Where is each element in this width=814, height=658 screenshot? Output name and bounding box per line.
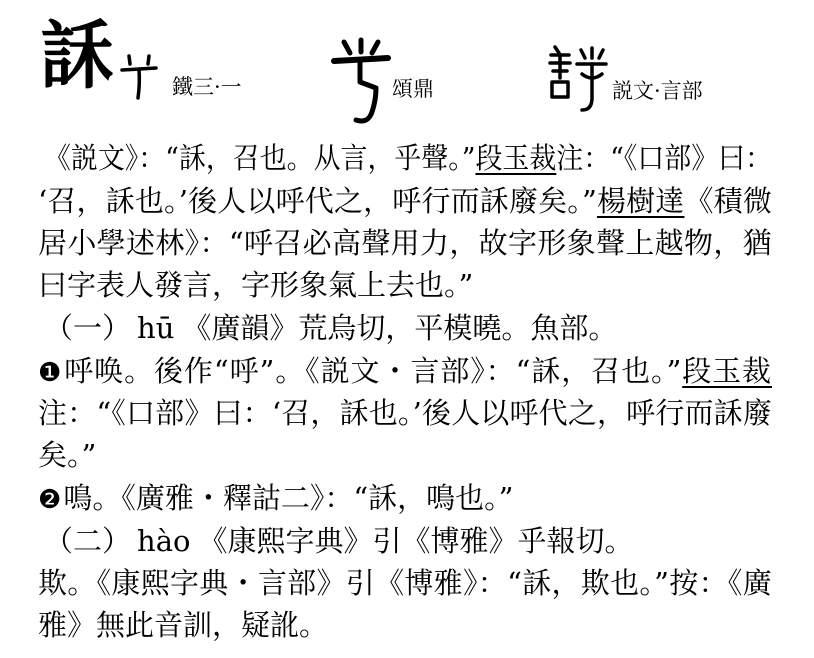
- text-run: 居小學述林》：“呼召必高聲用力，故字形象聲上越物，猶: [38, 226, 772, 260]
- text-run: 《積微: [684, 184, 772, 218]
- text-run: 《康熙字典》引《博雅》乎報切。: [198, 524, 634, 558]
- seal-script-glyph: [546, 44, 608, 116]
- proper-name: 楊樹達: [596, 184, 685, 218]
- text-line: [38, 392, 772, 434]
- text-line: [44, 137, 772, 179]
- text-line: [44, 307, 772, 349]
- line-content: [38, 180, 772, 222]
- line-content: [38, 350, 772, 394]
- text-line: [44, 520, 772, 562]
- reading-marker: （二）: [44, 524, 132, 558]
- sense-number: ❶: [38, 358, 63, 388]
- text-line: [38, 222, 772, 264]
- line-content: [38, 604, 328, 646]
- text-line: [38, 477, 772, 519]
- text-line: [38, 264, 772, 306]
- sense-number: ❷: [38, 485, 62, 515]
- text-run: 曰字表人發言，字形象氣上去也。”: [38, 268, 474, 302]
- text-run: 注：“《口部》曰：: [556, 141, 772, 175]
- glyph-source-label: 鐵三·一: [172, 75, 242, 99]
- glyph-source-label: 説文·言部: [612, 79, 703, 103]
- text-line: [38, 180, 772, 222]
- line-content: [38, 434, 96, 476]
- text-run: 《廣韻》荒烏切，平模曉。魚部。: [182, 311, 618, 345]
- text-run: 欺。《康熙字典・言部》引《博雅》：“訸，欺也。”按：《廣: [38, 566, 772, 600]
- text-line: [38, 562, 772, 604]
- line-content: [38, 477, 513, 521]
- bronze-inscription-glyph: [330, 38, 392, 126]
- headword-character: 訸: [40, 13, 114, 99]
- line-content: [38, 264, 473, 306]
- text-run: 《説文》：“訸，召也。从言，乎聲。”: [44, 141, 476, 175]
- pinyin: hū: [137, 311, 175, 345]
- text-line: [38, 604, 772, 646]
- text-run: ‘召，訸也。’後人以呼代之，呼行而訸廢矣。”: [38, 184, 597, 218]
- line-content: [44, 137, 772, 179]
- line-content: [44, 307, 617, 349]
- oracle-bone-glyph: [118, 52, 160, 102]
- proper-name: 段玉裁: [475, 141, 557, 175]
- text-line: [38, 350, 772, 392]
- pinyin: hào: [137, 524, 191, 558]
- text-line: [38, 434, 772, 476]
- text-run: 雅》無此音訓，疑訛。: [38, 608, 329, 642]
- text-run: 矣。”: [38, 438, 97, 472]
- text-run: 鳴。《廣雅・釋詁二》：“訸，鳴也。”: [63, 481, 514, 515]
- proper-name: 段玉裁: [682, 354, 772, 388]
- line-content: [38, 222, 772, 264]
- glyph-source-label: 頌鼎: [392, 77, 434, 101]
- reading-marker: （一）: [44, 311, 132, 345]
- text-run: 注：“《口部》曰：‘召，訸也。’後人以呼代之，呼行而訸廢: [38, 396, 772, 430]
- line-content: [44, 520, 633, 562]
- line-content: [38, 562, 772, 604]
- line-content: [38, 392, 772, 434]
- text-run: 呼唤。後作“呼”。《説文・言部》：“訸，召也。”: [64, 354, 683, 388]
